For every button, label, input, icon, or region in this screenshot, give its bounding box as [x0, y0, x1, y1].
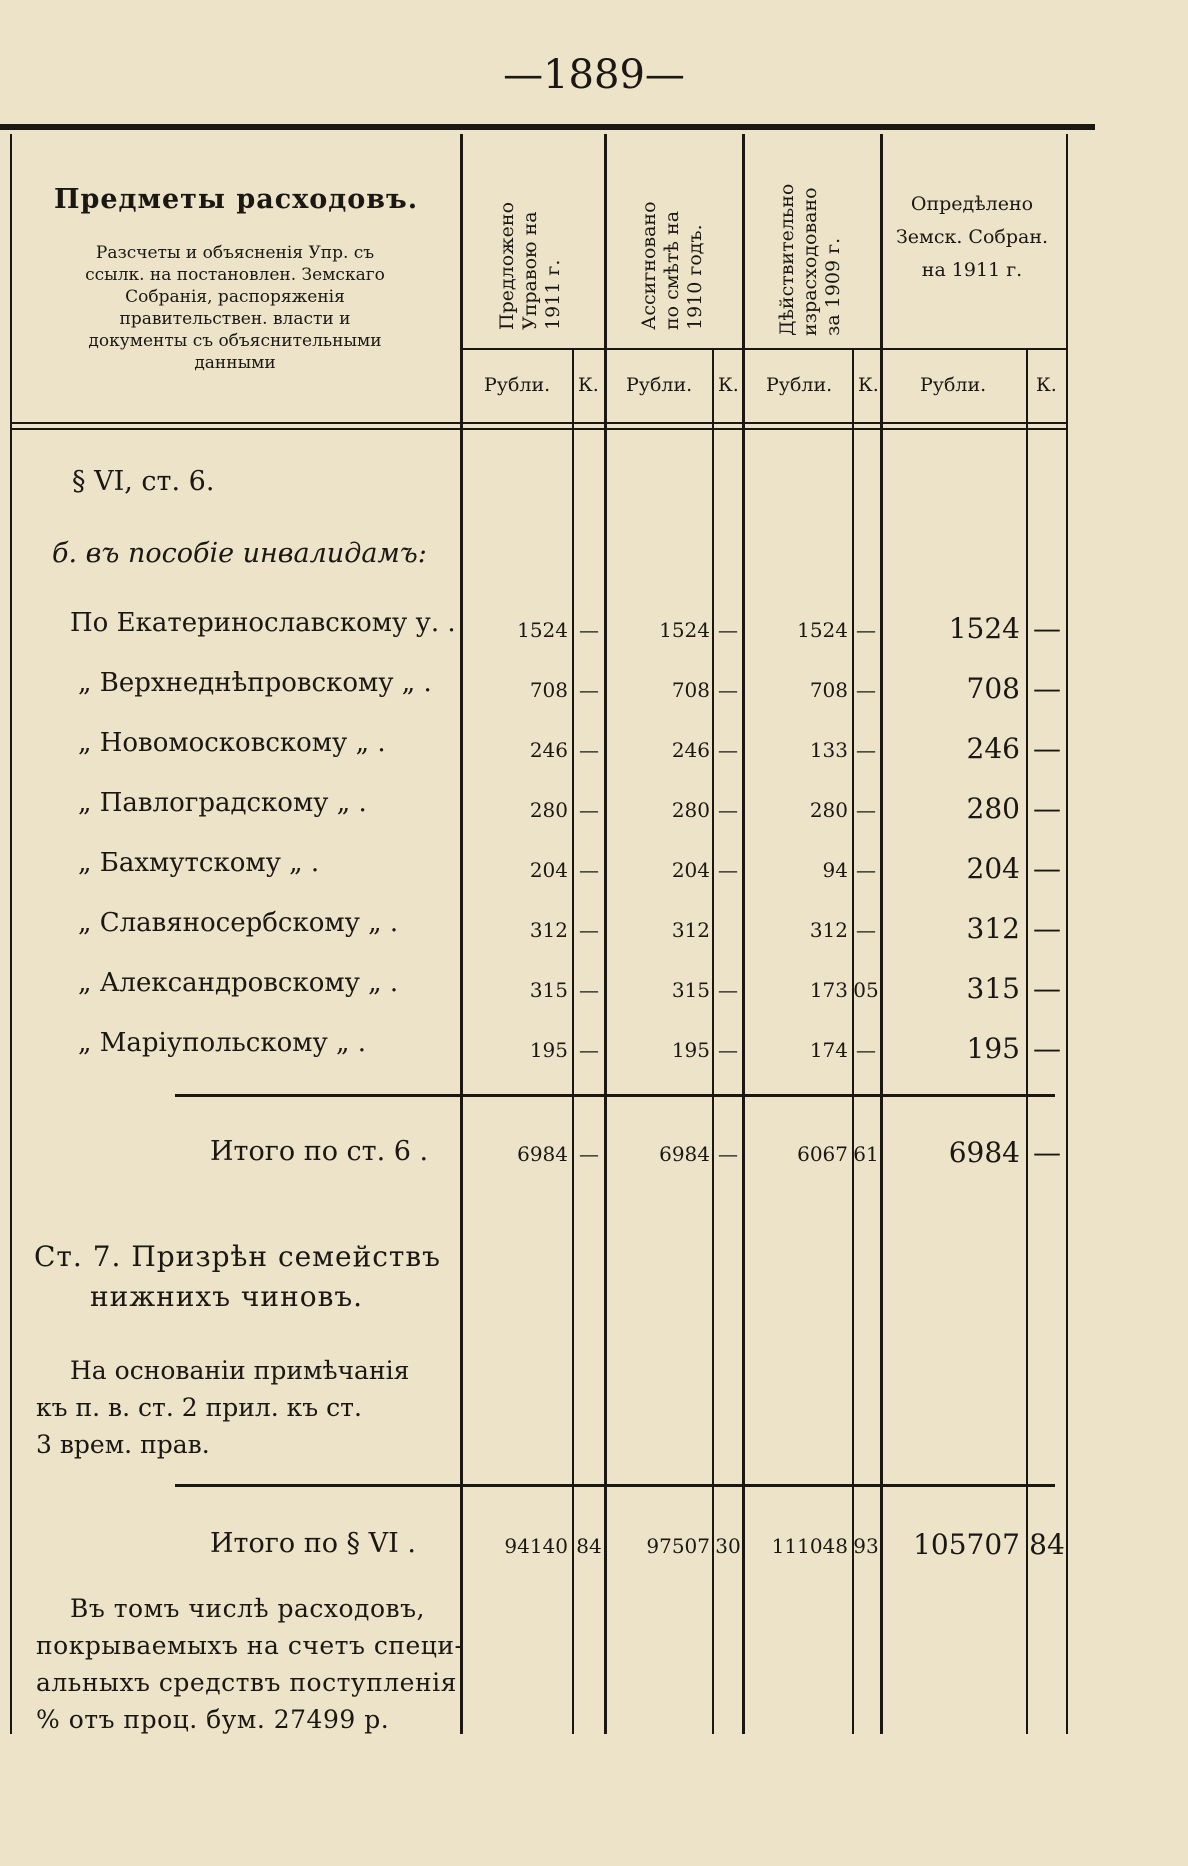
top-rule: [0, 124, 1095, 130]
total6-c1r: 6984: [517, 1142, 568, 1166]
row-cell-c2r: 195: [671, 1038, 710, 1062]
totalVI-rule: [175, 1484, 1055, 1487]
row-cell-c4k: —: [1033, 912, 1061, 945]
section-heading: § VI, ст. 6.: [72, 466, 215, 497]
row-cell-c3r: 174: [809, 1038, 848, 1062]
col3-rub: Рубли.: [766, 374, 833, 396]
row-cell-c1k: —: [579, 858, 599, 882]
row-cell-c3k: —: [856, 858, 876, 882]
total6-c2k: —: [718, 1142, 738, 1166]
row-cell-c3k: —: [856, 618, 876, 642]
total6-c2r: 6984: [659, 1142, 710, 1166]
row-cell-c2r: 246: [671, 738, 710, 762]
row-cell-c2r: 1524: [659, 618, 710, 642]
row-cell-c3k: —: [856, 738, 876, 762]
row-cell-c3r: 1524: [797, 618, 848, 642]
subheader-rule: [460, 348, 1068, 350]
col1-header: Предложено Управою на 1911 г.: [496, 201, 564, 330]
header-bottom-rule: [10, 422, 1068, 424]
row-cell-c3r: 94: [822, 858, 848, 882]
table-border-left: [10, 134, 12, 1734]
row-cell-c2r: 204: [671, 858, 710, 882]
row-cell-c2k: —: [718, 738, 738, 762]
row-label: „ Александровскому „ .: [78, 968, 399, 998]
column-title: Предметы расходовъ.: [54, 184, 419, 215]
row-cell-c1k: —: [579, 678, 599, 702]
row-cell-c3r: 280: [809, 798, 848, 822]
col1-rub: Рубли.: [484, 374, 551, 396]
total6-c4r: 6984: [948, 1136, 1020, 1169]
special-funds-note: Въ томъ числѣ расходовъ, покрываемыхъ на счетъ специ- альныхъ средствъ поступленія % отъ проц. бум. 27499 р.: [36, 1594, 464, 1734]
row-label: „ Славяносербскому „ .: [78, 908, 399, 938]
row-cell-c4r: 708: [966, 672, 1020, 705]
row-cell-c4r: 204: [966, 852, 1020, 885]
page-number: —1889—: [503, 52, 685, 98]
row-cell-c4k: —: [1033, 612, 1061, 645]
row-cell-c4r: 1524: [948, 612, 1020, 645]
row-label: „ Павлоградскому „ .: [78, 788, 367, 818]
col2-header: Ассигновано по смѣтѣ на 1910 годъ.: [638, 201, 706, 330]
row-cell-c2r: 315: [671, 978, 710, 1002]
row-cell-c2k: —: [718, 678, 738, 702]
row-cell-c1r: 708: [529, 678, 568, 702]
row-cell-c4r: 195: [966, 1032, 1020, 1065]
total6-c3r: 6067: [797, 1142, 848, 1166]
row-cell-c1k: —: [579, 738, 599, 762]
row-cell-c1k: —: [579, 1038, 599, 1062]
row-cell-c4r: 312: [966, 912, 1020, 945]
row-cell-c4k: —: [1033, 1032, 1061, 1065]
totalVI-c3r: 111048: [771, 1534, 848, 1558]
row-cell-c3k: —: [856, 918, 876, 942]
row-cell-c3r: 312: [809, 918, 848, 942]
row-cell-c2k: —: [718, 1038, 738, 1062]
total6-c1k: —: [579, 1142, 599, 1166]
row-cell-c4r: 246: [966, 732, 1020, 765]
column-description: Разсчеты и объясненія Упр. съ ссылк. на постановлен. Земскаго Собранія, распоряженія правительствен. власти и документы съ объяснительными данными: [85, 243, 385, 373]
totalVI-c2k: 30: [715, 1534, 741, 1558]
st7-text: На основаніи примѣчанія къ п. в. ст. 2 прил. къ ст. 3 врем. прав.: [36, 1356, 410, 1459]
table-border-right: [1066, 134, 1068, 1734]
row-cell-c2k: —: [718, 618, 738, 642]
st7-heading-2: нижнихъ чиновъ.: [90, 1280, 364, 1313]
totalVI-c1r: 94140: [504, 1534, 568, 1558]
row-cell-c4k: —: [1033, 732, 1061, 765]
row-cell-c3k: —: [856, 1038, 876, 1062]
row-cell-c3r: 708: [809, 678, 848, 702]
totalVI-label: Итого по § VI .: [210, 1528, 416, 1559]
row-cell-c1r: 280: [529, 798, 568, 822]
col2-kop: К.: [718, 374, 739, 396]
row-cell-c1r: 312: [529, 918, 568, 942]
row-cell-c3k: 05: [853, 978, 879, 1002]
total6-label: Итого по ст. 6 .: [210, 1136, 429, 1167]
col1-kop: К.: [578, 374, 599, 396]
row-cell-c1r: 315: [529, 978, 568, 1002]
row-cell-c2r: 708: [671, 678, 710, 702]
row-cell-c1k: —: [579, 978, 599, 1002]
section-subheading: б. въ пособіе инвалидамъ:: [52, 538, 427, 569]
row-cell-c1r: 195: [529, 1038, 568, 1062]
row-cell-c2r: 312: [671, 918, 710, 942]
row-cell-c1r: 246: [529, 738, 568, 762]
row-label: По Екатеринославскому у. .: [70, 608, 456, 638]
row-label: „ Маріупольскому „ .: [78, 1028, 367, 1058]
total6-rule: [175, 1094, 1055, 1097]
row-cell-c2k: —: [718, 798, 738, 822]
col4-kop: К.: [1036, 374, 1057, 396]
row-cell-c1k: —: [579, 918, 599, 942]
row-cell-c4k: —: [1033, 792, 1061, 825]
totalVI-c4r: 105707: [913, 1528, 1020, 1561]
totalVI-c1k: 84: [576, 1534, 602, 1558]
row-cell-c3k: —: [856, 798, 876, 822]
row-cell-c1r: 1524: [517, 618, 568, 642]
col4-rub: Рубли.: [920, 374, 987, 396]
row-cell-c2k: —: [718, 978, 738, 1002]
totalVI-c2r: 97507: [646, 1534, 710, 1558]
row-label: „ Бахмутскому „ .: [78, 848, 320, 878]
row-cell-c4r: 315: [966, 972, 1020, 1005]
row-cell-c2k: —: [718, 858, 738, 882]
row-label: „ Верхнеднѣпровскому „ .: [78, 668, 432, 698]
row-cell-c4k: —: [1033, 972, 1061, 1005]
row-label: „ Новомосковскому „ .: [78, 728, 386, 758]
col4-header: Опредѣлено Земск. Собран. на 1911 г.: [895, 193, 1049, 281]
col2-rub: Рубли.: [626, 374, 693, 396]
row-cell-c3r: 133: [809, 738, 848, 762]
totalVI-c4k: 84: [1029, 1528, 1065, 1561]
totalVI-c3k: 93: [853, 1534, 879, 1558]
row-cell-c4r: 280: [966, 792, 1020, 825]
row-cell-c1r: 204: [529, 858, 568, 882]
col3-header: Дѣйствительно израсходовано за 1909 г.: [776, 183, 844, 336]
row-cell-c3k: —: [856, 678, 876, 702]
row-cell-c2r: 280: [671, 798, 710, 822]
row-cell-c1k: —: [579, 798, 599, 822]
row-cell-c1k: —: [579, 618, 599, 642]
col3-kop: К.: [858, 374, 879, 396]
total6-c3k: 61: [853, 1142, 879, 1166]
row-cell-c4k: —: [1033, 852, 1061, 885]
row-cell-c4k: —: [1033, 672, 1061, 705]
row-cell-c3r: 173: [809, 978, 848, 1002]
total6-c4k: —: [1033, 1136, 1061, 1169]
header-bottom-rule: [10, 428, 1068, 430]
st7-heading: Ст. 7. Призрѣн семействъ: [34, 1240, 441, 1273]
